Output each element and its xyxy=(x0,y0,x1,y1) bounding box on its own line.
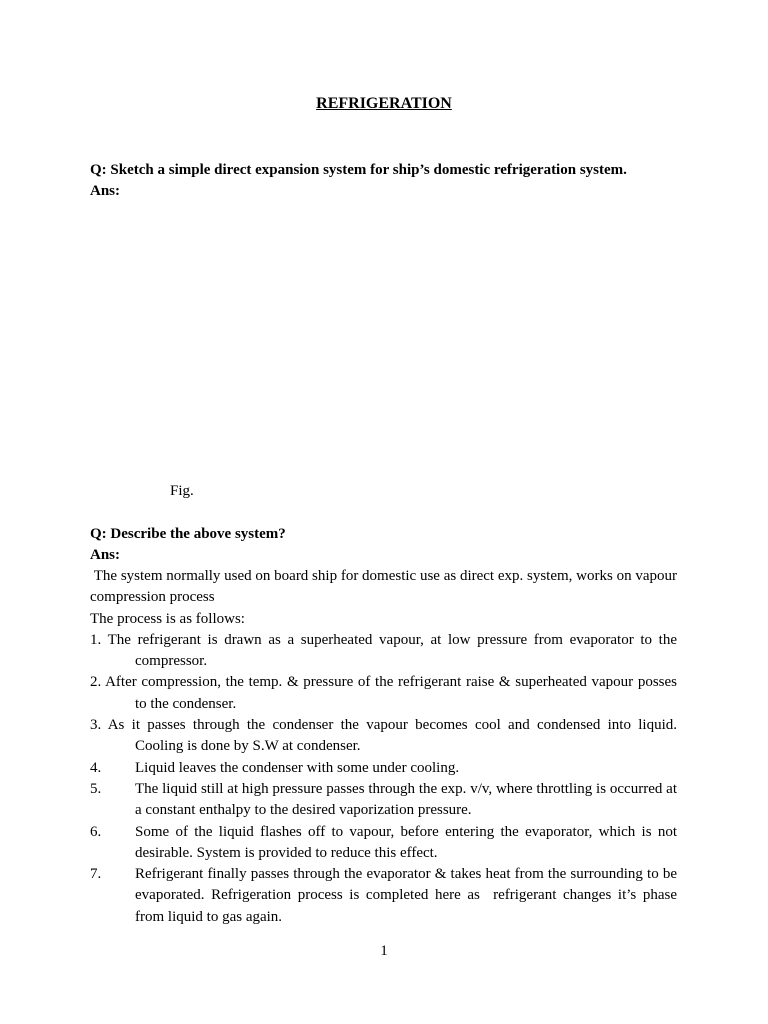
step-number: 4. xyxy=(90,759,102,776)
intro-paragraph: The system normally used on board ship for domestic use as direct exp. system, works on vapour compression process xyxy=(90,568,681,606)
process-step xyxy=(90,758,677,779)
process-step: 1. The refrigerant is drawn as a superheated vapour, at low pressure from evaporator to the compressor. xyxy=(90,631,677,670)
step-text: Some of the liquid flashes off to vapour, before entering the evaporator, which is not desirable. System is provided to reduce this effect. xyxy=(135,823,677,861)
question-2: Q: Describe the above system? xyxy=(90,526,286,542)
process-step: 2. After compression, the temp. & pressure of the refrigerant raise & superheated vapour posses to the condenser. xyxy=(90,674,677,712)
answer-body xyxy=(90,566,681,928)
process-step xyxy=(90,779,677,822)
process-step: 3. As it passes through the condenser the vapour becomes cool and condensed into liquid. Cooling is done by S.W at condenser. xyxy=(90,717,677,755)
page-title: REFRIGERATION xyxy=(316,95,452,112)
question-1: Q: Sketch a simple direct expansion system for ship’s domestic refrigeration system. xyxy=(90,162,627,178)
step-text: Liquid leaves the condenser with some under cooling. xyxy=(135,759,460,776)
step-number: 7. xyxy=(90,866,102,883)
step-number: 5. xyxy=(90,780,102,797)
figure-caption: Fig. xyxy=(170,483,194,499)
step-text: The liquid still at high pressure passes through the exp. v/v, where throttling is occurred at a constant enthalpy to the desired vaporization pressure. xyxy=(135,780,677,819)
answer-label-1: Ans: xyxy=(90,183,121,199)
answer-label-2: Ans: xyxy=(90,547,121,563)
page-number: 1 xyxy=(380,943,388,959)
step-number: 6. xyxy=(90,823,102,840)
process-step xyxy=(90,822,677,865)
step-text: Refrigerant finally passes through the evaporator & takes heat from the surrounding to be evaporated. Refrigeration process is completed here as refrigerant changes it’s phase from liquid to gas again. xyxy=(135,866,681,925)
process-intro: The process is as follows: xyxy=(90,610,245,627)
process-step xyxy=(90,864,681,928)
